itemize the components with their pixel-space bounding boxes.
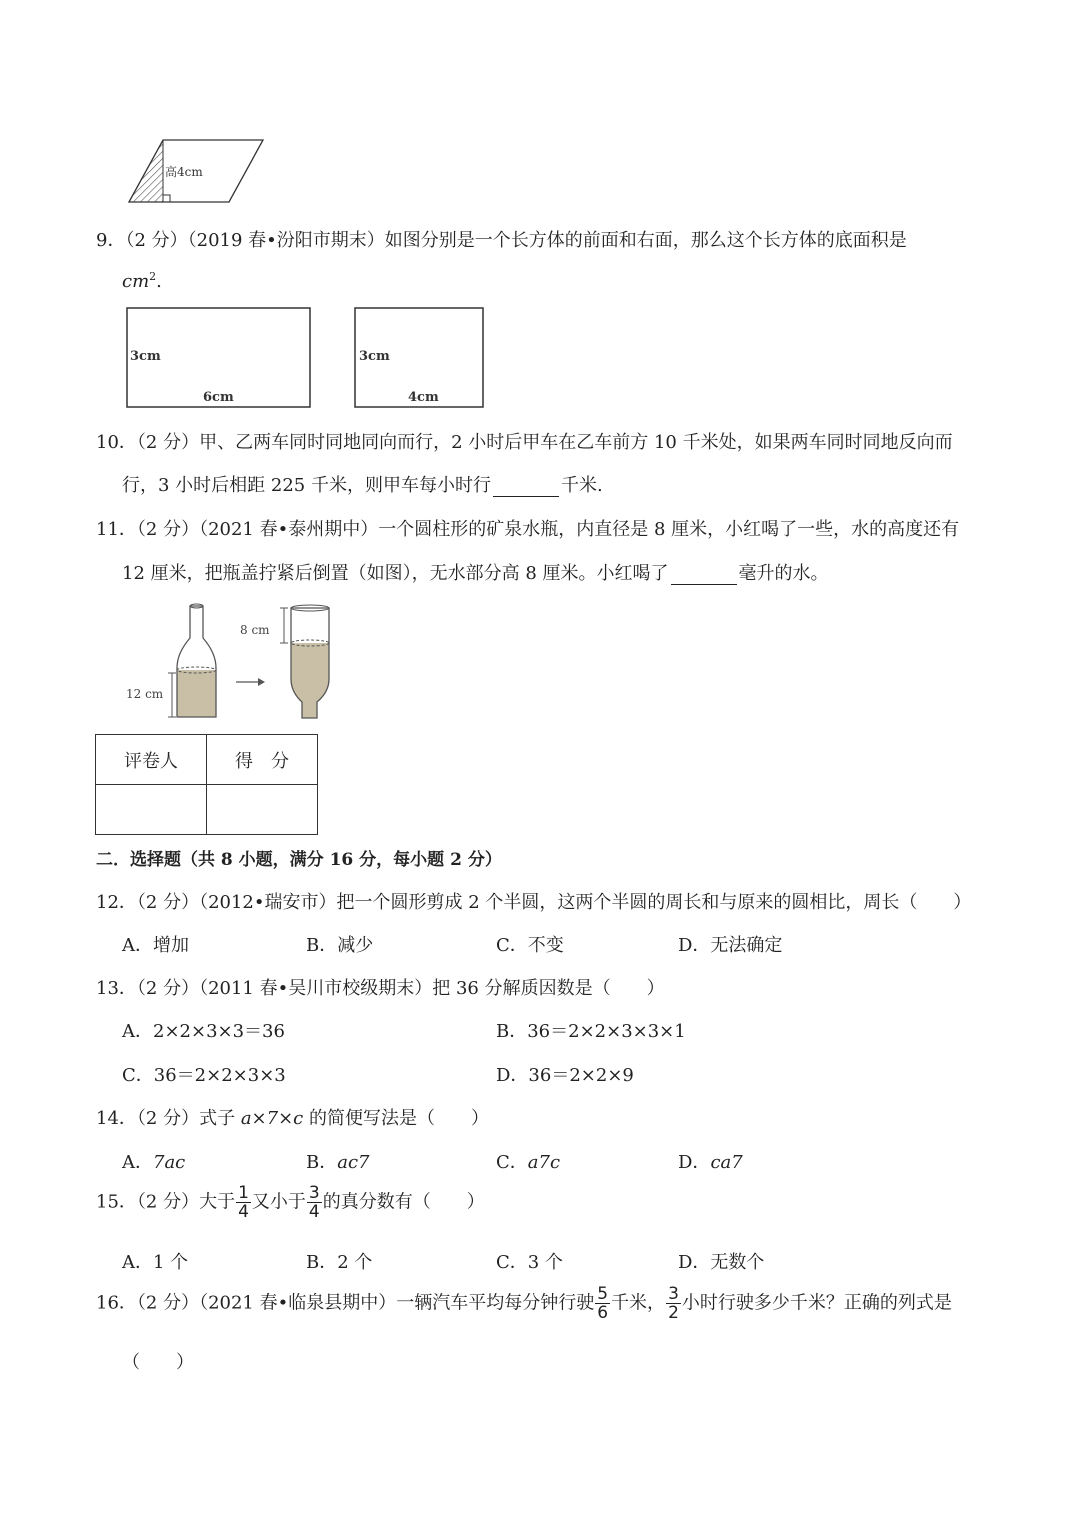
front-height-label: 3cm (130, 349, 161, 364)
q9-stem-text: 9．（2 分）（2019 春•汾阳市期末）如图分别是一个长方体的前面和右面，那么这个长方体的底面积是 (96, 230, 907, 251)
q11-line2-a: 12 厘米，把瓶盖拧紧后倒置（如图），无水部分高 8 厘米。小红喝了 (122, 563, 669, 584)
q14-option-d[interactable] (678, 1148, 743, 1174)
q10-answer-blank[interactable] (493, 478, 559, 497)
bottles-figure (118, 598, 343, 726)
q11-line1: 11．（2 分）（2021 春•泰州期中）一个圆柱形的矿泉水瓶，内直径是 8 厘米，小红喝了一些，水的高度还有 (96, 519, 960, 540)
q15-fraction-1-den: 4 (238, 1202, 249, 1222)
front-width-label: 6cm (203, 390, 234, 405)
q15-fraction-2-num: 3 (308, 1183, 320, 1203)
label-12cm: 12 cm (126, 687, 164, 701)
q16-stem (96, 1285, 952, 1322)
q9-unit-end: . (156, 271, 162, 292)
q9-stem (96, 226, 907, 252)
section-2-title: 二．选择题（共 8 小题，满分 16 分，每小题 2 分） (96, 850, 502, 870)
q12-option-b[interactable]: B．减少 (306, 935, 374, 956)
q16-stem-c: 小时行驶多少千米？正确的列式是 (681, 1292, 952, 1314)
score-table (95, 734, 318, 835)
q14-option-b[interactable] (306, 1148, 370, 1174)
height-label: 高4cm (165, 165, 203, 179)
q15-stem-c: 的真分数有（ ） (322, 1191, 485, 1213)
q14-option-a-expr: 7ac (153, 1152, 186, 1173)
q12-option-a[interactable]: A．增加 (122, 935, 189, 956)
q16-fraction-1-den: 6 (597, 1303, 609, 1323)
score-table-grader-cell[interactable] (96, 785, 207, 835)
q14-option-a[interactable] (122, 1148, 185, 1174)
q14-option-c-expr: a7c (527, 1152, 561, 1173)
q14-option-d-expr: ca7 (710, 1152, 743, 1173)
q15-fraction-2-den: 4 (308, 1202, 320, 1222)
q16-fraction-1-num: 5 (597, 1284, 609, 1304)
q14-option-b-letter: B． (306, 1152, 338, 1173)
q15-stem-a: 15．（2 分）大于 (96, 1191, 236, 1213)
q13-option-a[interactable]: A．2×2×3×3＝36 (122, 1021, 285, 1042)
q15-option-a[interactable]: A．1 个 (122, 1252, 189, 1273)
q13-option-d[interactable]: D．36＝2×2×9 (496, 1065, 634, 1086)
q9-unit (122, 270, 162, 292)
q15-fraction-2 (307, 1184, 322, 1221)
q15-fraction-1 (236, 1184, 251, 1221)
q16-fraction-2 (666, 1285, 681, 1322)
q12-stem: 12．（2 分）（2012•瑞安市）把一个圆形剪成 2 个半圆，这两个半圆的周长和与原来的圆相比，周长（ ） (96, 892, 972, 913)
q14-stem (96, 1104, 489, 1130)
q11-line2-b: 毫升的水。 (738, 563, 829, 584)
q14-option-b-expr: ac7 (337, 1152, 370, 1173)
q11-answer-blank[interactable] (671, 566, 737, 585)
q16-stem-b: 千米， (611, 1292, 666, 1314)
parallelogram-figure (125, 132, 270, 207)
q16-fraction-2-num: 3 (668, 1284, 679, 1304)
q15-option-c[interactable]: C．3 个 (496, 1252, 563, 1273)
q15-fraction-1-num: 1 (238, 1183, 249, 1203)
q14-option-a-letter: A． (122, 1152, 153, 1173)
inverted-bottle-neck-water (291, 679, 329, 718)
q10-line2-b: 千米. (560, 475, 603, 496)
q14-expression: a×7×c (240, 1108, 304, 1129)
inverted-bottle-water (291, 643, 329, 679)
cuboid-faces-figure (120, 302, 490, 414)
q16-fraction-1 (595, 1285, 610, 1322)
q13-stem: 13．（2 分）（2011 春•吴川市校级期末）把 36 分解质因数是（ ） (96, 978, 665, 999)
score-table-score-cell[interactable] (207, 785, 318, 835)
q15-stem (96, 1184, 485, 1221)
q14-option-c-letter: C． (496, 1152, 528, 1173)
right-angle-mark (163, 195, 170, 202)
q16-stem-a: 16．（2 分）（2021 春•临泉县期中）一辆汽车平均每分钟行驶 (96, 1292, 595, 1314)
q15-option-d[interactable]: D．无数个 (678, 1252, 765, 1273)
q14-option-c[interactable] (496, 1148, 560, 1174)
q10-line2-a: 行，3 小时后相距 225 千米，则甲车每小时行 (122, 475, 491, 496)
label-8cm: 8 cm (240, 623, 270, 637)
q11-line2 (122, 559, 829, 585)
score-table-score-header: 得 分 (207, 735, 318, 785)
arrow-head (258, 678, 265, 686)
q10-line1: 10．（2 分）甲、乙两车同时同地同向而行，2 小时后甲车在乙车前方 10 千米处，如果两车同时同地反向而 (96, 432, 953, 453)
q14-option-d-letter: D． (678, 1152, 711, 1173)
q13-option-b[interactable]: B．36＝2×2×3×3×1 (496, 1021, 686, 1042)
q14-stem-a: 14．（2 分）式子 (96, 1108, 241, 1129)
q12-option-d[interactable]: D．无法确定 (678, 935, 783, 956)
q15-stem-b: 又小于 (251, 1191, 306, 1213)
q16-answer-paren: （ ） (122, 1352, 194, 1373)
q12-option-c[interactable]: C．不变 (496, 935, 564, 956)
q15-option-b[interactable]: B．2 个 (306, 1252, 373, 1273)
q13-option-c[interactable]: C．36＝2×2×3×3 (122, 1065, 286, 1086)
right-height-label: 3cm (359, 349, 390, 364)
score-table-grader-header: 评卷人 (96, 735, 207, 785)
q16-fraction-2-den: 2 (668, 1303, 679, 1323)
upright-bottle-water (177, 670, 216, 717)
q9-unit-text: cm (122, 271, 150, 292)
q10-line2 (122, 471, 603, 497)
right-width-label: 4cm (408, 390, 439, 405)
q9-unit-sup: 2 (149, 270, 157, 283)
q14-stem-b: 的简便写法是（ ） (303, 1108, 489, 1129)
